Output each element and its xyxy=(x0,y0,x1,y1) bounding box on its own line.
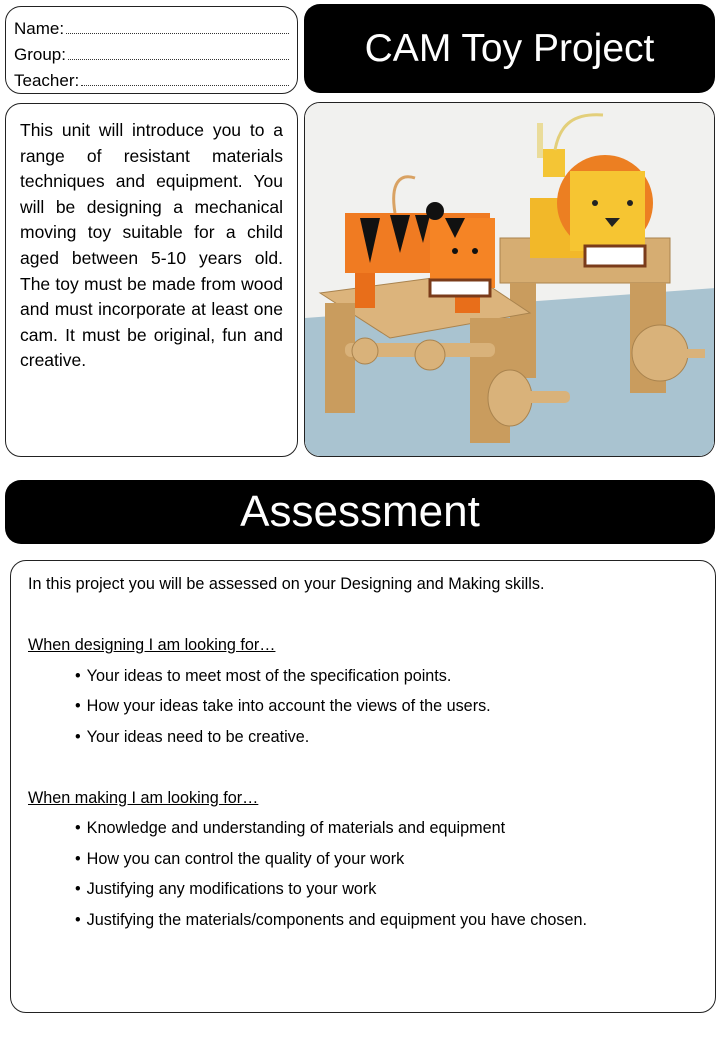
assessment-title: Assessment xyxy=(240,487,480,536)
teacher-field[interactable] xyxy=(14,65,289,91)
spacer xyxy=(28,600,698,631)
name-line[interactable] xyxy=(66,32,289,34)
making-heading: When making I am looking for… xyxy=(28,788,259,807)
making-item: • How you can control the quality of your work xyxy=(28,844,698,875)
designing-list xyxy=(28,661,698,753)
assessment-banner xyxy=(5,480,715,544)
teacher-line[interactable] xyxy=(81,84,289,86)
student-details-box xyxy=(5,6,298,94)
page-title: CAM Toy Project xyxy=(364,26,655,70)
name-field[interactable] xyxy=(14,13,289,39)
designing-item: • How your ideas take into account the views of the users. xyxy=(28,691,698,722)
group-field[interactable] xyxy=(14,39,289,65)
making-item: • Knowledge and understanding of materials and equipment xyxy=(28,813,698,844)
making-list xyxy=(28,813,698,935)
making-item: • Justifying any modifications to your work xyxy=(28,874,698,905)
designing-item: • Your ideas to meet most of the specification points. xyxy=(28,661,698,692)
group-label: Group: xyxy=(14,45,66,64)
spacer xyxy=(28,752,698,783)
designing-heading: When designing I am looking for… xyxy=(28,636,276,654)
assessment-details xyxy=(10,560,716,1013)
name-label: Name: xyxy=(14,19,65,38)
title-banner xyxy=(304,4,715,93)
making-item: • Justifying the materials/components and equipment you have chosen. xyxy=(28,905,698,936)
designing-item: • Your ideas need to be creative. xyxy=(28,722,698,753)
intro-box xyxy=(5,103,298,457)
toy-illustration xyxy=(305,103,715,457)
teacher-label: Teacher: xyxy=(14,71,80,90)
assessment-intro: In this project you will be assessed on your Designing and Making skills. xyxy=(28,575,545,593)
group-line[interactable] xyxy=(68,58,289,60)
intro-text: This unit will introduce you to a range of resistant materials techniques and equipment. You will be designing a mechanical moving toy suitable for a child aged between 5-10 years old. The toy must be made from wood and must incorporate at least one cam. It must be original, fun and creative. xyxy=(20,120,283,371)
toy-photo xyxy=(304,102,715,457)
